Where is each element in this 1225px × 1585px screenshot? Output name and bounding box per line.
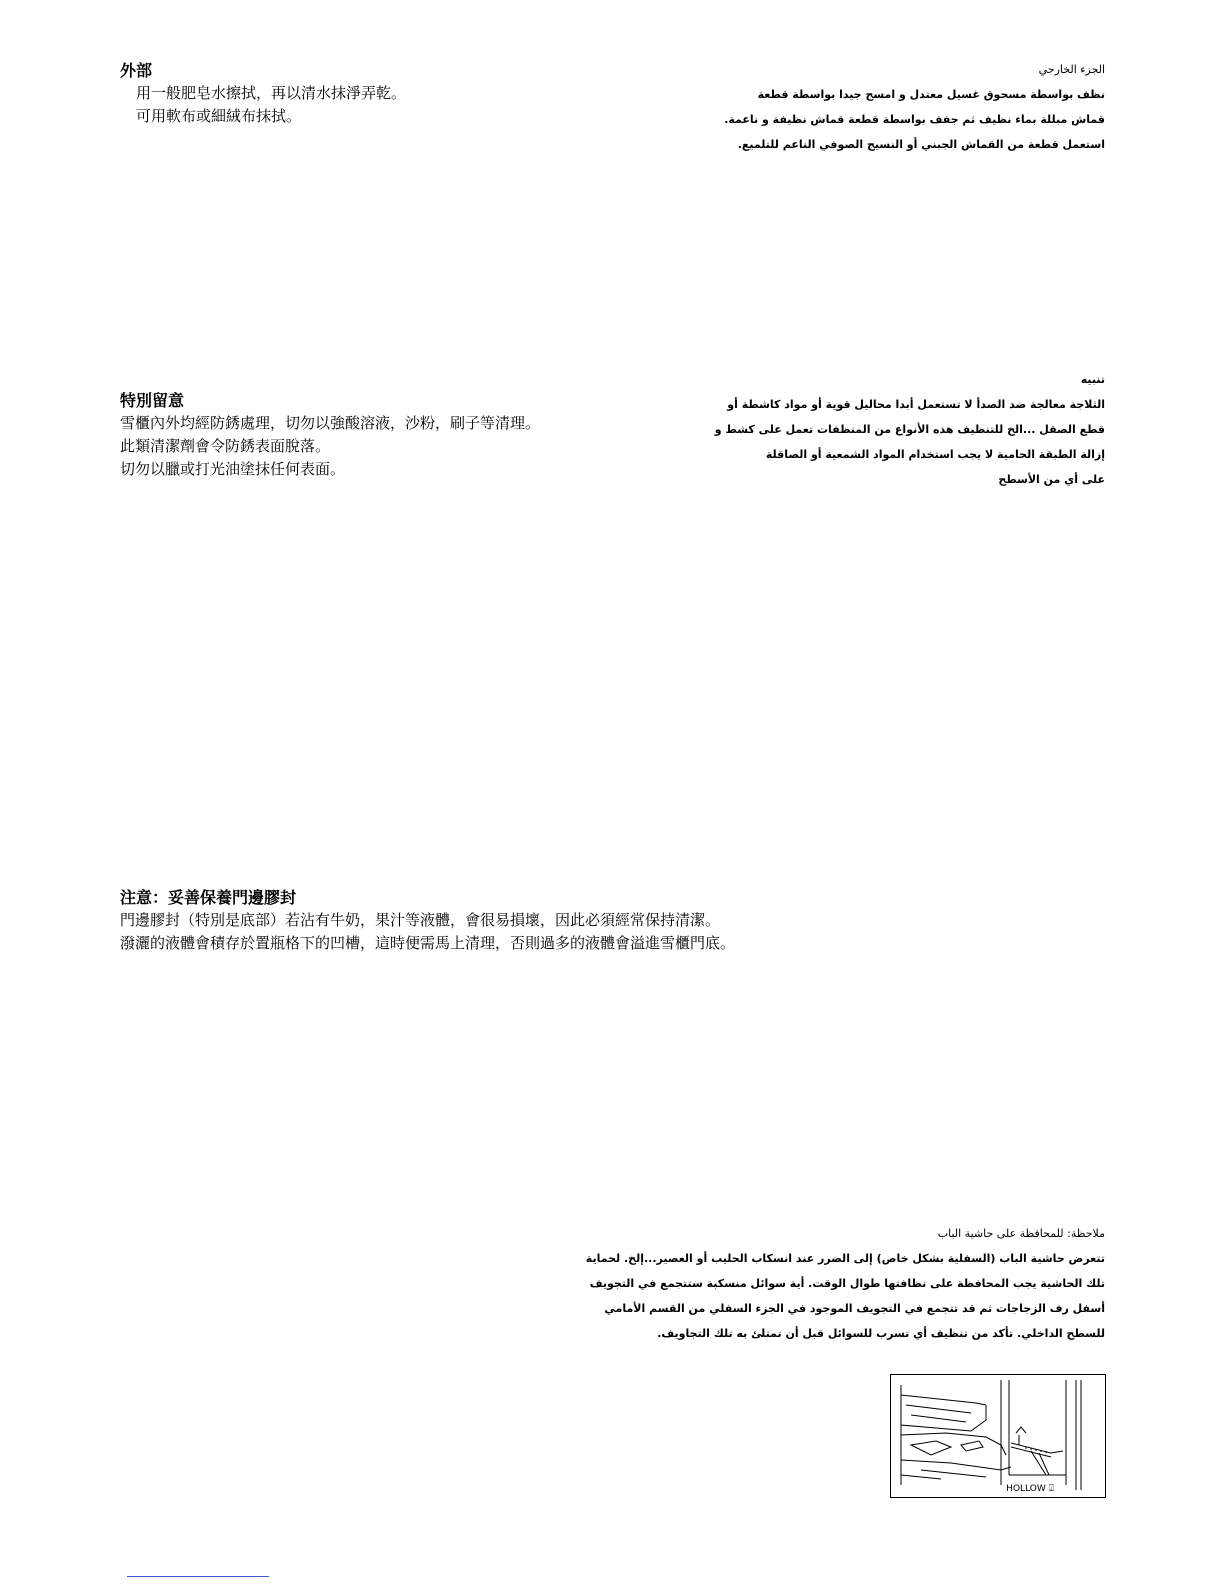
- caution-ar: [635, 368, 1105, 492]
- hollow-symbol-icon: ⍗: [1048, 1484, 1054, 1494]
- caution-ar-line: الثلاجة معالجة ضد الصدأ لا تستعمل أبدا محاليل قوية أو مواد كاشطة أو: [727, 398, 1105, 411]
- gasket-zh: [120, 887, 735, 955]
- gasket-zh-line: 門邊膠封（特別是底部）若沾有牛奶，果汁等液體，會很易損壞，因此必須經常保持清潔。: [120, 911, 721, 929]
- gasket-zh-title: 注意：妥善保養門邊膠封: [120, 888, 297, 907]
- footer-rule: [127, 1576, 269, 1577]
- refrigerator-drawing: [891, 1375, 1105, 1497]
- exterior-ar: [635, 58, 1105, 157]
- caution-zh-line: 此類清潔劑會令防銹表面脫落。: [120, 437, 331, 455]
- caution-zh-title: 特別留意: [120, 391, 185, 410]
- gasket-ar-line: أسفل رف الزجاجات ثم قد تتجمع في التجويف الموجود في الجزء السفلي من القسم الأمامي: [604, 1302, 1105, 1315]
- caution-ar-line: على أي من الأسطح: [998, 473, 1105, 486]
- caution-ar-line: قطع الصقل ...الخ للتنظيف هذه الأنواع من المنظفات تعمل على كشط و: [714, 423, 1105, 436]
- exterior-ar-line: قماش مبللة بماء نظيف ثم جفف بواسطة قطعة قماش نظيفة و ناعمة.: [724, 113, 1105, 126]
- exterior-zh: [120, 60, 406, 128]
- exterior-zh-title: 外部: [120, 61, 153, 80]
- exterior-ar-title: الجزء الخارجي: [1038, 63, 1105, 76]
- hollow-label: [1005, 1484, 1055, 1494]
- hollow-label-text: HOLLOW: [1006, 1484, 1046, 1494]
- gasket-ar: [485, 1222, 1105, 1346]
- exterior-ar-line: نظف بواسطة مسحوق غسيل معتدل و امسح جيدا بواسطة قطعة: [757, 88, 1105, 101]
- gasket-ar-line: للسطح الداخلي. تأكد من تنظيف أي تسرب للسوائل قبل أن تمتلئ به تلك التجاويف.: [657, 1327, 1105, 1340]
- gasket-zh-line: 潑灑的液體會積存於置瓶格下的凹槽，這時便需馬上清理，否則過多的液體會溢進雪櫃門底。: [120, 934, 736, 952]
- exterior-zh-line: 可用軟布或細絨布抹拭。: [136, 107, 302, 125]
- exterior-ar-line: استعمل قطعة من القماش الجبني أو النسيج الصوفي الناعم للتلميع.: [737, 138, 1105, 151]
- gasket-ar-title: ملاحظة: للمحافظة على حاشية الباب: [937, 1227, 1105, 1240]
- caution-zh-line: 切勿以臘或打光油塗抹任何表面。: [120, 460, 346, 478]
- caution-zh: [120, 390, 540, 481]
- gasket-ar-line: تتعرض حاشية الباب (السفلية بشكل خاص) إلى الضرر عند انسكاب الحليب أو العصير...إلخ. لحماية: [585, 1252, 1105, 1265]
- caution-ar-title: تنبيه: [1080, 373, 1105, 386]
- door-gasket-illustration: [890, 1374, 1106, 1498]
- gasket-ar-line: تلك الحاشية يجب المحافظة على نظافتها طوال الوقت. أية سوائل منسكبة ستتجمع في التجويف: [589, 1277, 1105, 1290]
- exterior-zh-line: 用一般肥皂水擦拭，再以清水抹淨弄乾。: [136, 84, 407, 102]
- caution-ar-line: إزالة الطبقة الحامية لا يجب استخدام المواد الشمعية أو الصاقلة: [765, 448, 1105, 461]
- caution-zh-line: 雪櫃內外均經防銹處理，切勿以強酸溶液，沙粉，刷子等清理。: [120, 414, 541, 432]
